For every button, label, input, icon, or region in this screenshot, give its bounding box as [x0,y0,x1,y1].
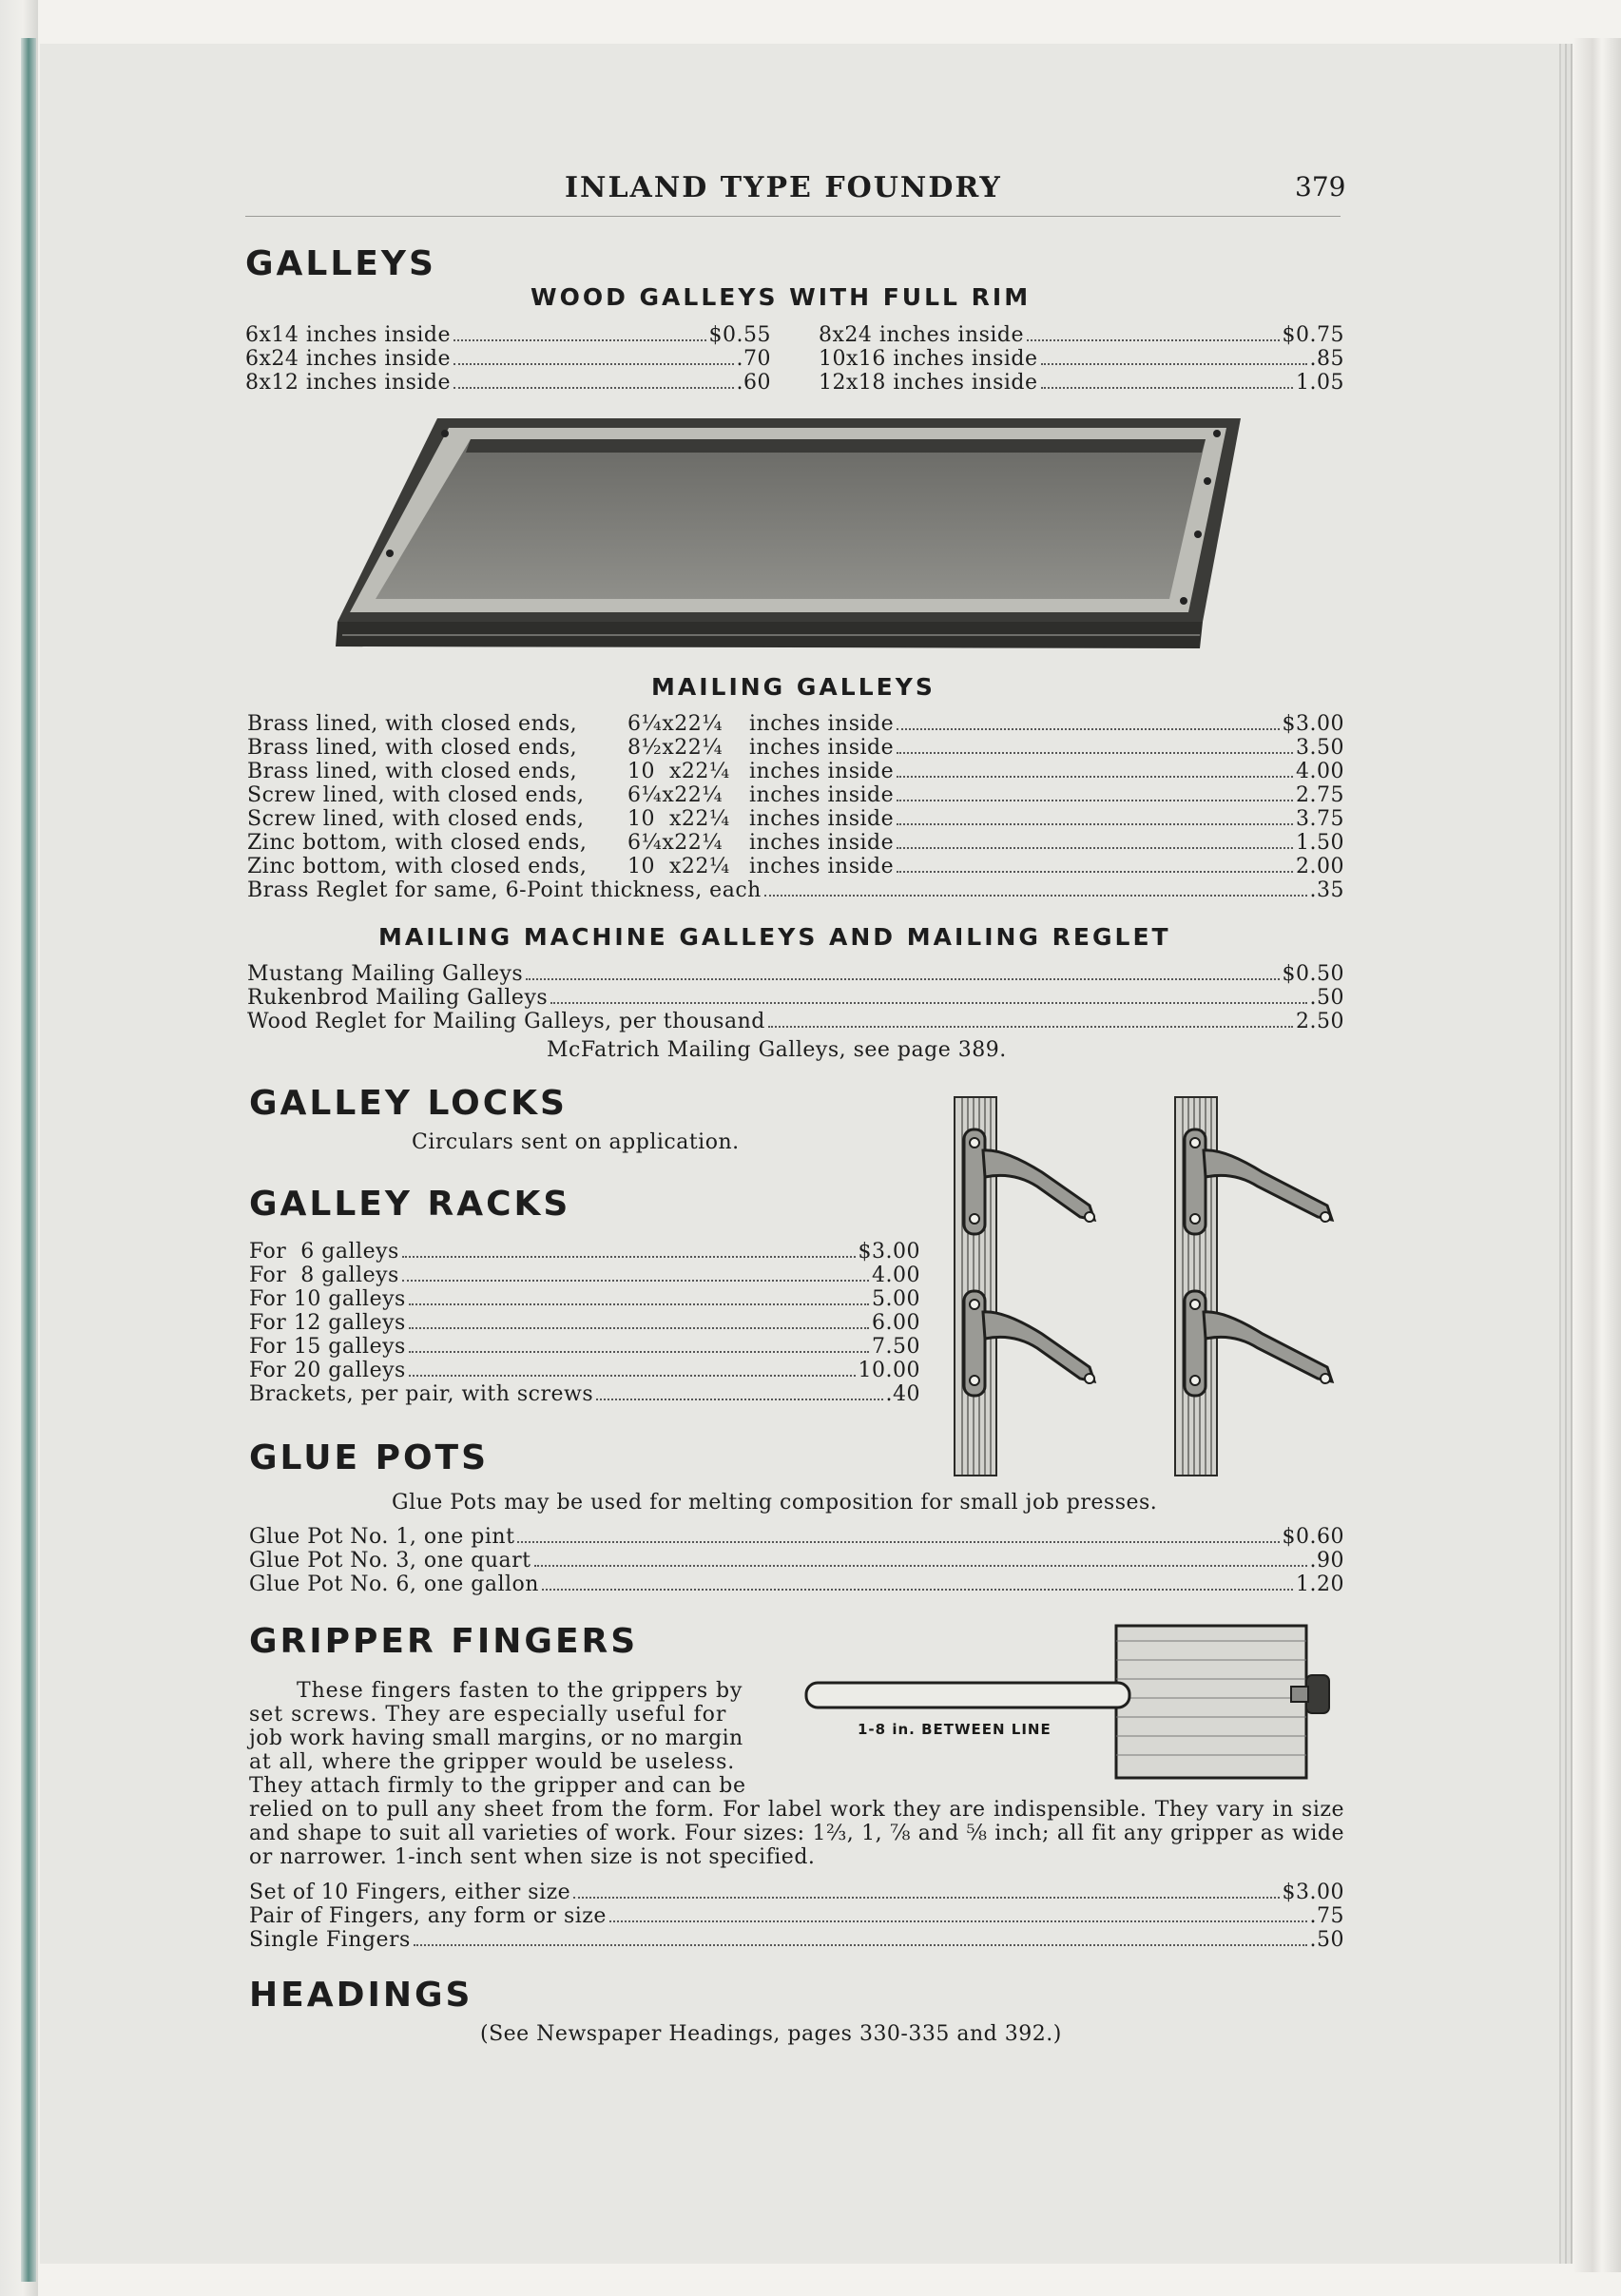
list-item: 6x24 inches inside .70 [245,347,771,371]
headings-note: (See Newspaper Headings, pages 330-335 and 392.) [480,2022,1062,2046]
list-item: For 20 galleys 10.00 [249,1359,920,1382]
list-item: For 6 galleys $3.00 [249,1240,920,1264]
list-item: Glue Pot No. 3, one quart .90 [249,1549,1344,1572]
list-item: Zinc bottom, with closed ends, 6¼x22¼ inches inside 1.50 [247,831,1344,855]
mailing-machine-list [247,962,1344,1033]
gripper-fingers-list [249,1881,1344,1952]
list-item: 6x14 inches inside $0.55 [245,323,771,347]
page-edge [1573,38,1621,2272]
gripper-fingers-heading: GRIPPER FINGERS [249,1622,639,1661]
mailing-galleys-list [247,712,1344,902]
gripper-fingers-description: relied on to pull any sheet from the form. For label work they are indispensible. They vary in size and shape to suit all varieties of work. Four sizes: 1⅔, 1, ⅞ and ⅝ inch; all fit any gripper as wide or narrower. 1-inch sent when size is not specified. [249,1798,1344,1869]
list-item: For 10 galleys 5.00 [249,1287,920,1311]
wood-galleys-left-list [245,323,771,395]
glue-pots-heading: GLUE POTS [249,1438,490,1477]
intro-line: at all, where the gripper would be useless. [249,1750,735,1774]
galleys-heading: GALLEYS [245,244,436,283]
wood-galleys-subheading: WOOD GALLEYS WITH FULL RIM [531,283,1032,311]
galley-locks-note: Circulars sent on application. [412,1130,740,1154]
list-item: Brass Reglet for same, 6-Point thickness, each .35 [247,878,1344,902]
book-spine [21,38,36,2282]
list-item: 8x12 inches inside .60 [245,371,771,395]
list-item: 12x18 inches inside 1.05 [819,371,1344,395]
gripper-fingers-intro [249,1679,777,1798]
list-item: Wood Reglet for Mailing Galleys, per thousand 2.50 [247,1010,1344,1033]
list-item: For 8 galleys 4.00 [249,1264,920,1287]
list-item: Glue Pot No. 6, one gallon 1.20 [249,1572,1344,1596]
list-item: 8x24 inches inside $0.75 [819,323,1344,347]
page-number: 379 [1295,171,1346,203]
intro-line: They attach firmly to the gripper and can be [249,1774,746,1798]
list-item: Rukenbrod Mailing Galleys .50 [247,986,1344,1010]
gripper-finger-illustration [797,1622,1348,1793]
intro-line: set screws. They are especially useful for [249,1703,727,1727]
list-item: Brass lined, with closed ends, 6¼x22¼ inches inside $3.00 [247,712,1344,736]
mcfatrich-note: McFatrich Mailing Galleys, see page 389. [547,1038,1007,1062]
list-item: Screw lined, with closed ends, 6¼x22¼ inches inside 2.75 [247,783,1344,807]
galley-racks-list [249,1240,920,1406]
wood-galley-illustration [333,411,1247,660]
galley-locks-heading: GALLEY LOCKS [249,1084,568,1123]
list-item: Glue Pot No. 1, one pint $0.60 [249,1525,1344,1549]
list-item: Pair of Fingers, any form or size .75 [249,1904,1344,1928]
list-item: Screw lined, with closed ends, 10 x22¼ inches inside 3.75 [247,807,1344,831]
list-item: Mustang Mailing Galleys $0.50 [247,962,1344,986]
list-item: For 12 galleys 6.00 [249,1311,920,1335]
galley-rack-brackets-illustration [947,1091,1356,1479]
list-item: Brackets, per pair, with screws .40 [249,1382,920,1406]
gripper-finger-label: 1-8 in. BETWEEN LINE [858,1721,1052,1738]
list-item: For 15 galleys 7.50 [249,1335,920,1359]
wood-galleys-right-list [819,323,1344,395]
mailing-machine-heading: MAILING MACHINE GALLEYS AND MAILING REGLET [378,923,1171,951]
glue-pots-note: Glue Pots may be used for melting composition for small job presses. [392,1491,1158,1515]
intro-line: These fingers fasten to the grippers by [297,1679,743,1703]
mailing-galleys-heading: MAILING GALLEYS [651,673,936,701]
glue-pots-list [249,1525,1344,1596]
running-title: INLAND TYPE FOUNDRY [565,171,1002,204]
list-item: Set of 10 Fingers, either size $3.00 [249,1881,1344,1904]
list-item: 10x16 inches inside .85 [819,347,1344,371]
galley-racks-heading: GALLEY RACKS [249,1185,571,1224]
intro-line: job work having small margins, or no margin [249,1727,743,1750]
headings-heading: HEADINGS [249,1976,473,2015]
list-item: Brass lined, with closed ends, 8½x22¼ inches inside 3.50 [247,736,1344,760]
list-item: Single Fingers .50 [249,1928,1344,1952]
list-item: Zinc bottom, with closed ends, 10 x22¼ inches inside 2.00 [247,855,1344,878]
header-rule [245,216,1341,217]
list-item: Brass lined, with closed ends, 10 x22¼ inches inside 4.00 [247,760,1344,783]
